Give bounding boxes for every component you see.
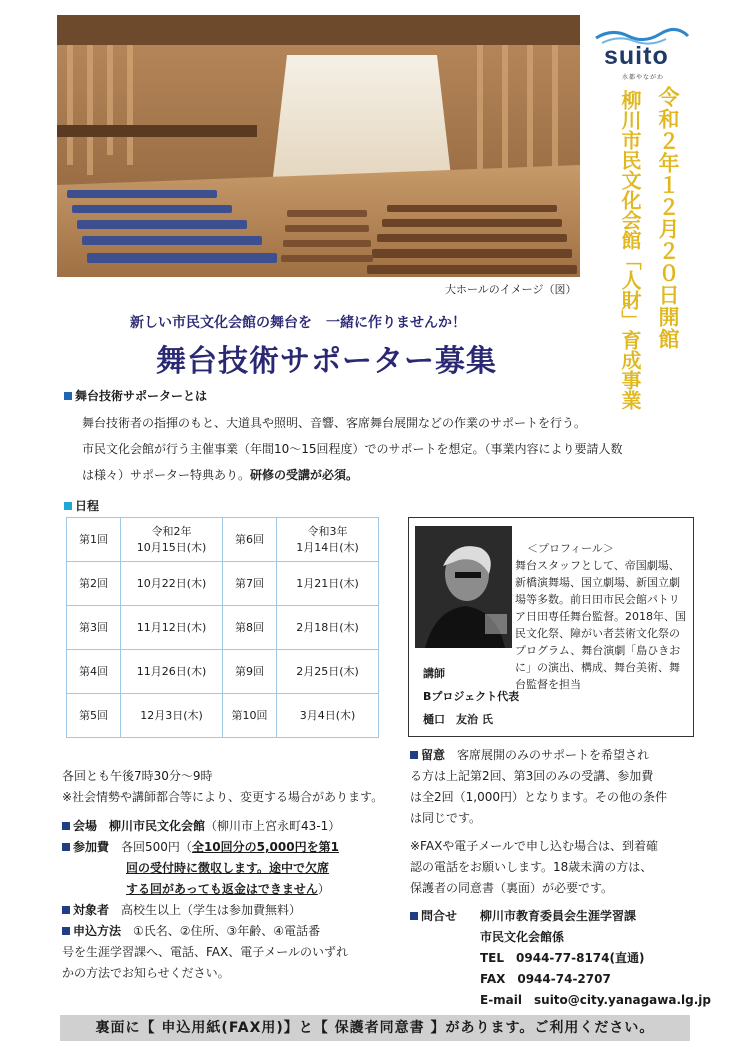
notice-line-4: は同じです。 [410, 811, 482, 825]
fax-note-2: 認の電話をお願いします。18歳未満の方は、 [410, 860, 653, 874]
square-bullet-icon [62, 822, 70, 830]
square-bullet-icon [62, 843, 70, 851]
table-row [67, 694, 379, 738]
fee-line-1: 参加費 各回500円（全10回分の5,000円を第1 [62, 837, 339, 857]
session-date: 令和2年 10月15日(木) [121, 518, 223, 562]
session-number: 第2回 [67, 562, 121, 606]
session-date: 10月22日(木) [121, 562, 223, 606]
contact-email: E-mail suito@city.yanagawa.lg.jp [480, 993, 711, 1007]
opening-date: 令和２年１２月２０日開館 [656, 86, 680, 350]
session-number: 第6回 [223, 518, 277, 562]
fax-note-1: ※FAXや電子メールで申し込む場合は、到着確 [410, 839, 659, 853]
schedule-heading: 日程 [64, 497, 99, 514]
session-number: 第5回 [67, 694, 121, 738]
table-row [67, 606, 379, 650]
square-bullet-icon [62, 927, 70, 935]
session-date: 令和3年 1月14日(木) [277, 518, 379, 562]
square-bullet-icon [64, 502, 72, 510]
profile-text: 舞台スタッフとして、帝国劇場、新橋演舞場、国立劇場、新国立劇場等多数。前日田市民会館パトリア日田専任舞台監督。2018年、国民文化祭、障がい者芸術文化祭のプログラム、舞台演劇「島ひきおに」の演出、構成、舞台美術、舞台監督を担当 [515, 559, 686, 691]
instructor-role: 講師 [423, 667, 445, 680]
fee-line-3: する回があっても返金はできません） [126, 882, 330, 896]
session-date: 3月4日(木) [277, 694, 379, 738]
profile-label: ＜プロフィール＞ [527, 542, 614, 555]
instructor-name: 樋口 友治 氏 [423, 713, 493, 726]
session-date: 11月26日(木) [121, 650, 223, 694]
session-date: 12月3日(木) [121, 694, 223, 738]
session-number: 第8回 [223, 606, 277, 650]
venue-line: 会場 柳川市民文化会館（柳川市上宮永町43-1） [62, 816, 340, 836]
footer-notice: 裏面に【 申込用紙(FAX用)】と【 保護者同意書 】があります。ご利用ください。 [95, 1020, 655, 1036]
apply-line-3: かの方法でお知らせください。 [62, 966, 230, 980]
square-bullet-icon [410, 912, 418, 920]
instructor-org: Bプロジェクト代表 [423, 690, 520, 703]
project-name: 柳川市民文化会館「人財」育成事業 [618, 90, 642, 410]
hall-image [57, 15, 580, 277]
contact-tel: TEL 0944-77-8174(直通) [480, 951, 645, 965]
logo-subtitle: 水都やながわ [622, 74, 665, 81]
schedule-note: ※社会情勢や講師都合等により、変更する場合があります。 [62, 790, 384, 804]
session-number: 第10回 [223, 694, 277, 738]
fee-line-2: 回の受付時に徴収します。途中で欠席 [126, 861, 330, 875]
table-row [67, 562, 379, 606]
table-row [67, 650, 379, 694]
notice-line-1: 留意 客席展開のみのサポートを希望され [410, 745, 649, 765]
session-time: 各回とも午後7時30分～9時 [62, 769, 213, 783]
about-heading: 舞台技術サポーターとは [64, 387, 207, 404]
session-date: 1月21日(木) [277, 562, 379, 606]
contact-label-line: 問合せ [410, 906, 457, 926]
session-date: 2月25日(木) [277, 650, 379, 694]
contact-dept: 柳川市教育委員会生涯学習課 [480, 909, 637, 923]
subtitle: 新しい市民文化会館の舞台を 一緒に作りませんか！ [130, 315, 466, 331]
square-bullet-icon [410, 751, 418, 759]
session-date: 2月18日(木) [277, 606, 379, 650]
square-bullet-icon [64, 392, 72, 400]
table-row [67, 518, 379, 562]
about-line-2: 市民文化会館が行う主催事業（年間10～15回程度）でのサポートを想定。（事業内容により要請人数 [82, 442, 623, 456]
fax-note-3: 保護者の同意書（裏面）が必要です。 [410, 881, 614, 895]
notice-line-3: は全2回（1,000円）となります。その他の条件 [410, 790, 668, 804]
contact-fax: FAX 0944-74-2707 [480, 972, 611, 986]
notice-line-2: る方は上記第2回、第3回のみの受講、参加費 [410, 769, 654, 783]
session-number: 第3回 [67, 606, 121, 650]
logo-word: suito [604, 42, 669, 70]
about-line-1: 舞台技術者の指揮のもと、大道具や照明、音響、客席舞台展開などの作業のサポートを行う。 [82, 416, 587, 430]
session-number: 第4回 [67, 650, 121, 694]
apply-line-2: 号を生涯学習課へ、電話、FAX、電子メールのいずれ [62, 945, 348, 959]
hall-image-caption: 大ホールのイメージ（図） [445, 283, 577, 296]
schedule-table [66, 517, 379, 738]
session-date: 11月12日(木) [121, 606, 223, 650]
about-line-3: は様々）サポーター特典あり。研修の受講が必須。 [82, 468, 359, 482]
contact-section: 市民文化会館係 [480, 930, 565, 944]
apply-line-1: 申込方法 ①氏名、②住所、③年齢、④電話番 [62, 921, 320, 941]
square-bullet-icon [62, 906, 70, 914]
session-number: 第7回 [223, 562, 277, 606]
page-title: 舞台技術サポーター募集 [156, 344, 497, 379]
instructor-photo [415, 526, 512, 648]
session-number: 第9回 [223, 650, 277, 694]
session-number: 第1回 [67, 518, 121, 562]
instructor-name-block [423, 662, 519, 731]
target-line: 対象者 高校生以上（学生は参加費無料） [62, 900, 301, 920]
